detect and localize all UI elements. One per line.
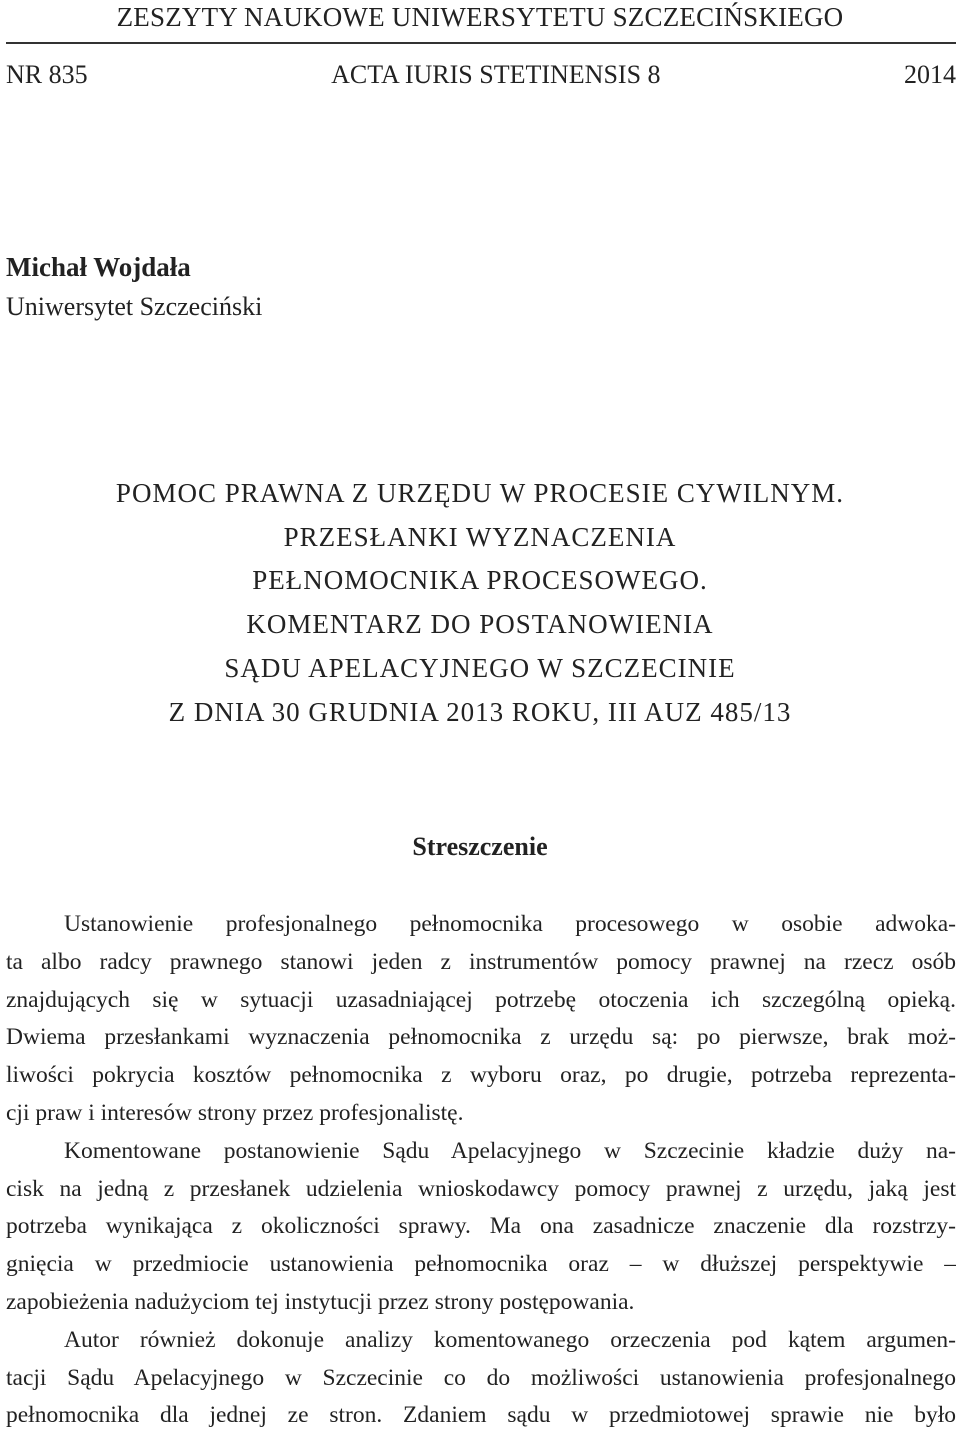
title-line: Z DNIA 30 GRUDNIA 2013 ROKU, III AUZ 485/13 [168,696,792,727]
abstract-line: znajdujących się w sytuacji uzasadniającej potrzebę otoczenia ich szczególną opieką. [6,986,956,1013]
abstract-line: zapobieżenia nadużyciom tej instytucji przez strony postępowania. [6,1288,635,1315]
author-affiliation: Uniwersytet Szczeciński [6,292,263,321]
abstract-line: gnięcia w przedmiocie ustanowienia pełnomocnika oraz – w dłuższej perspektywie – [6,1251,956,1278]
abstract-line: Dwiema przesłankami wyznaczenia pełnomocnika z urzędu są: po pierwsze, brak moż- [6,1024,956,1051]
header-rule [6,42,956,44]
abstract-line: ta albo radcy prawnego stanowi jeden z instrumentów pomocy prawnej na rzecz osób [6,948,956,975]
journal-series-title: ZESZYTY NAUKOWE UNIWERSYTETU SZCZECIŃSKIEGO [116,2,844,32]
abstract-line: potrzeba wynikająca z okoliczności sprawy. Ma ona zasadnicze znaczenie dla rozstrzy- [6,1213,956,1240]
journal-issue-row [6,60,956,90]
author-name: Michał Wojdała [6,252,191,282]
abstract-line: tacji Sądu Apelacyjnego w Szczecinie co do możliwości ustanowienia profesjonalnego [6,1364,956,1391]
abstract-line: liwości pokrycia kosztów pełnomocnika z wyboru oraz, po drugie, potrzeba reprezenta- [6,1062,956,1089]
abstract-line: cji praw i interesów strony przez profesjonalistę. [6,1099,464,1126]
publication-year: 2014 [904,60,956,89]
title-line: PEŁNOMOCNIKA PROCESOWEGO. [252,565,708,596]
abstract-heading: Streszczenie [412,832,548,861]
abstract-line: cisk na jedną z przesłanek udzielenia wnioskodawcy pomocy prawnej z urzędu, jaką jest [6,1175,956,1202]
article-title [0,472,960,734]
issue-number: NR 835 [6,60,88,89]
abstract-line: Autor również dokonuje analizy komentowanego orzeczenia pod kątem argumen- [64,1326,956,1353]
abstract-body [6,906,956,1435]
title-line: POMOC PRAWNA Z URZĘDU W PROCESIE CYWILNYM. [115,478,845,508]
abstract-line: Komentowane postanowienie Sądu Apelacyjnego w Szczecinie kładzie duży na- [64,1137,956,1164]
title-line: SĄDU APELACYJNEGO W SZCZECINIE [224,652,736,683]
title-line: PRZESŁANKI WYZNACZENIA [283,521,677,552]
abstract-line: Ustanowienie profesjonalnego pełnomocnika procesowego w osobie adwoka- [64,911,956,937]
abstract-line: pełnomocnika dla jednej ze stron. Zdaniem sądu w przedmiotowej sprawie nie było [6,1402,956,1429]
title-line: KOMENTARZ DO POSTANOWIENIA [246,609,714,640]
journal-name: ACTA IURIS STETINENSIS 8 [331,60,661,89]
